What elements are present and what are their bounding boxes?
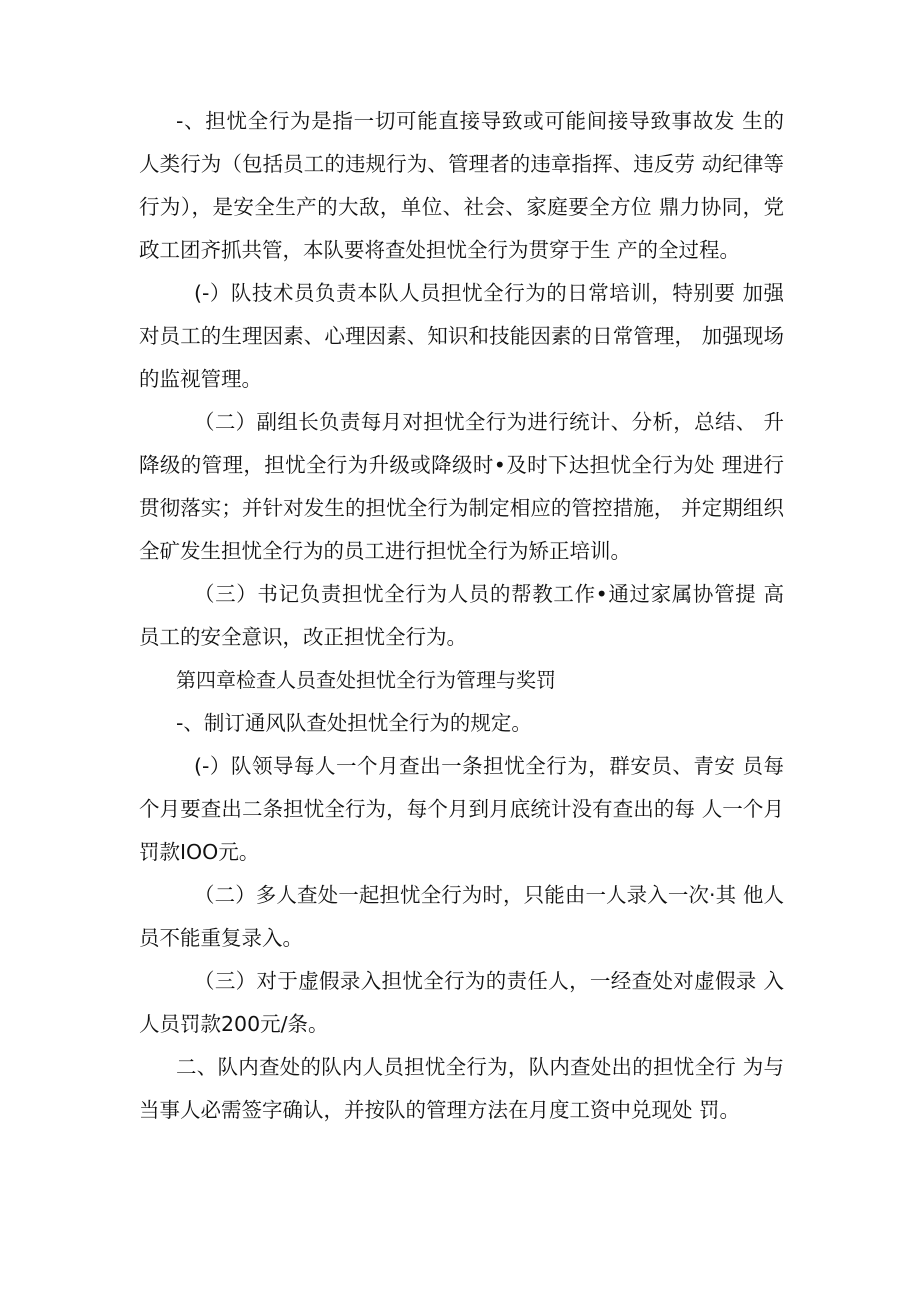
paragraph-monthly-quota-rule: (-）队领导每人一个月查出一条担忧全行为，群安员、青安 员每个月要查出二条担忧全行为，每个月到月底统计没有查出的每 人一个月罚款IOO元。: [139, 754, 784, 864]
paragraph-secretary-responsibility: （三）书记负责担忧全行为人员的帮教工作•通过家属协管提 高员工的安全意识，改正担忧全行为。: [139, 582, 784, 649]
document-body: [139, 100, 784, 1132]
paragraph-internal-confirmation-rule: 二、队内查处的队内人员担忧全行为，队内查处出的担忧全行 为与当事人必需签字确认，并按队的管理方法在月度工资中兑现处 罚。: [139, 1055, 784, 1122]
paragraph-unsafe-behavior-definition: -、担忧全行为是指一切可能直接导致或可能间接导致事故发 生的人类行为（包括员工的违规行为、管理者的违章指挥、违反劳 动纪律等行为），是安全生产的大敌，单位、社会、家庭要全方位 鼎力协同，党政工团齐抓共管，本队要将查处担忧全行为贯穿于生 产的全过程。: [139, 109, 784, 262]
paragraph-false-entry-penalty: （三）对于虚假录入担忧全行为的责任人，一经查处对虚假录 入人员罚款200元/条。: [139, 969, 784, 1036]
paragraph-technician-responsibility: (-）队技术员负责本队人员担忧全行为的日常培训，特别要 加强对员工的生理因素、心理因素、知识和技能因素的日常管理， 加强现场的监视管理。: [139, 281, 784, 391]
chapter-heading: 第四章检查人员查处担忧全行为管理与奖罚: [176, 668, 556, 692]
paragraph-single-entry-rule: （二）多人查处一起担忧全行为时，只能由一人录入一次·其 他人员不能重复录入。: [139, 883, 784, 950]
paragraph-ventilation-team-rules: -、制订通风队查处担忧全行为的规定。: [176, 711, 532, 735]
paragraph-deputy-leader-responsibility: （二）副组长负责每月对担忧全行为进行统计、分析，总结、 升降级的管理，担忧全行为升级或降级时•及时下达担忧全行为处 理进行贯彻落实；并针对发生的担忧全行为制定相应的管控措施， 并定期组织全矿发生担忧全行为的员工进行担忧全行为矫正培训。: [139, 410, 784, 563]
